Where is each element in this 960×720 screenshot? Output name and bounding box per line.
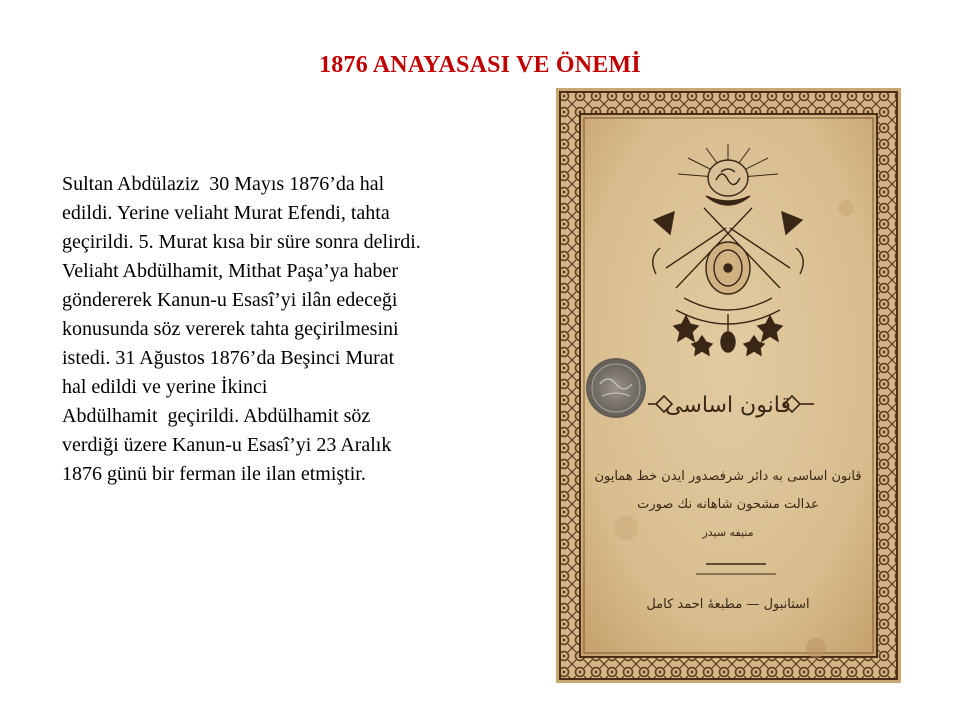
body-line: göndererek Kanun-u Esasî’yi ilân edeceği (62, 289, 398, 311)
body-line: verdiği üzere Kanun-u Esasî’yi 23 Aralık (62, 434, 392, 456)
seal-stamp-icon (586, 358, 646, 418)
document-subtitle-line: منيفه سيدر (702, 526, 754, 539)
body-line: edildi. Yerine veliaht Murat Efendi, tahta (62, 202, 390, 224)
document-imprint: استانبول — مطبعهٔ احمد كامل (646, 597, 810, 612)
body-line: geçirildi. 5. Murat kısa bir süre sonra delirdi. (62, 231, 421, 253)
constitution-document-image (556, 88, 901, 683)
document-subtitle-line: قانون اساسى به دائر شرفصدور ايدن خط همايون (594, 469, 862, 484)
body-line: hal edildi ve yerine İkinci (62, 376, 268, 398)
body-line: Sultan Abdülaziz 30 Mayıs 1876’da hal (62, 173, 385, 195)
document-main-title: قانون اساسى (665, 393, 791, 418)
slide-title: 1876 ANAYASASI VE ÖNEMİ (319, 52, 641, 78)
document-subtitle-line: عدالت مشحون شاهانه نك صورت (637, 497, 819, 512)
body-line: Abdülhamit geçirildi. Abdülhamit söz (62, 405, 371, 427)
body-paragraph (62, 170, 512, 489)
body-line: konusunda söz vererek tahta geçirilmesini (62, 318, 399, 340)
body-line: 1876 günü bir ferman ile ilan etmiştir. (62, 463, 366, 485)
body-line: istedi. 31 Ağustos 1876’da Beşinci Murat (62, 347, 395, 369)
body-line: Veliaht Abdülhamit, Mithat Paşa’ya haber (62, 260, 399, 282)
